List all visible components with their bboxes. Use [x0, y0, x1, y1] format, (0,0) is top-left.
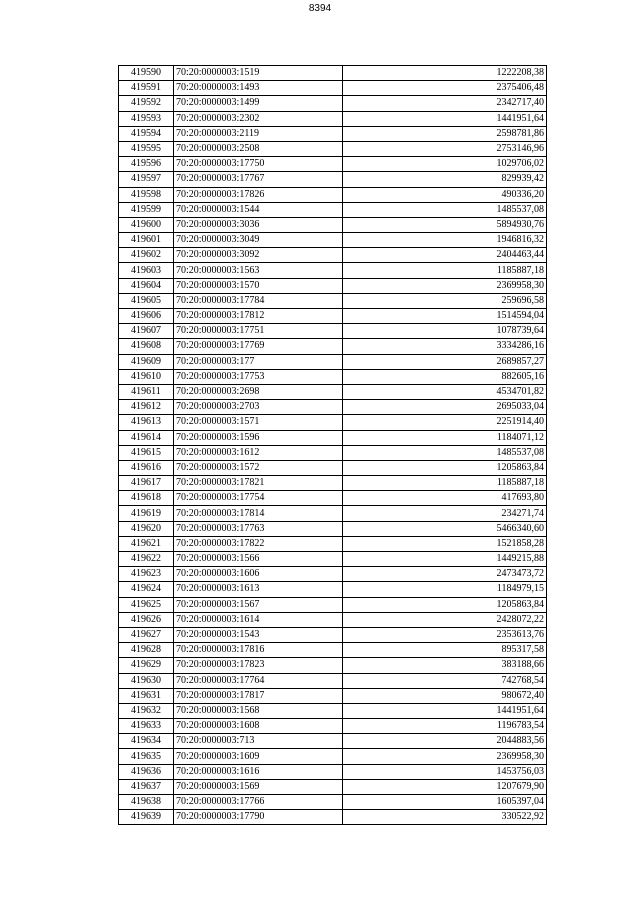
row-number-cell: 419601: [119, 233, 174, 248]
value-cell: 5894930,76: [343, 217, 547, 232]
value-cell: 490336,20: [343, 187, 547, 202]
cadastral-number-cell: 70:20:0000003:1563: [174, 263, 343, 278]
table-row: [119, 643, 547, 658]
value-cell: 3334286,16: [343, 339, 547, 354]
cadastral-number-cell: 70:20:0000003:2703: [174, 400, 343, 415]
value-cell: 1441951,64: [343, 111, 547, 126]
table-row: [119, 111, 547, 126]
table-row: [119, 673, 547, 688]
value-cell: 1222208,38: [343, 66, 547, 81]
row-number-cell: 419611: [119, 384, 174, 399]
cadastral-number-cell: 70:20:0000003:17784: [174, 293, 343, 308]
row-number-cell: 419638: [119, 795, 174, 810]
table-row: [119, 658, 547, 673]
row-number-cell: 419634: [119, 734, 174, 749]
table-row: [119, 491, 547, 506]
table-row: [119, 688, 547, 703]
row-number-cell: 419613: [119, 415, 174, 430]
value-cell: 1205863,84: [343, 597, 547, 612]
value-cell: 2353613,76: [343, 627, 547, 642]
table-row: [119, 460, 547, 475]
table-row: [119, 96, 547, 111]
table-row: [119, 703, 547, 718]
value-cell: 1184071,12: [343, 430, 547, 445]
row-number-cell: 419614: [119, 430, 174, 445]
table-row: [119, 415, 547, 430]
value-cell: 2369958,30: [343, 749, 547, 764]
row-number-cell: 419609: [119, 354, 174, 369]
table-row: [119, 536, 547, 551]
row-number-cell: 419622: [119, 552, 174, 567]
row-number-cell: 419603: [119, 263, 174, 278]
table-row: [119, 400, 547, 415]
cadastral-number-cell: 70:20:0000003:17814: [174, 506, 343, 521]
cadastral-number-cell: 70:20:0000003:1612: [174, 445, 343, 460]
cadastral-number-cell: 70:20:0000003:17767: [174, 172, 343, 187]
cadastral-number-cell: 70:20:0000003:1606: [174, 567, 343, 582]
cadastral-number-cell: 70:20:0000003:1608: [174, 719, 343, 734]
table-row: [119, 187, 547, 202]
table-row: [119, 734, 547, 749]
cadastral-number-cell: 70:20:0000003:1544: [174, 202, 343, 217]
cadastral-number-cell: 70:20:0000003:1519: [174, 66, 343, 81]
cadastral-number-cell: 70:20:0000003:2698: [174, 384, 343, 399]
value-cell: 5466340,60: [343, 521, 547, 536]
table-row: [119, 369, 547, 384]
cadastral-number-cell: 70:20:0000003:1609: [174, 749, 343, 764]
table-row: [119, 384, 547, 399]
value-cell: 417693,80: [343, 491, 547, 506]
row-number-cell: 419629: [119, 658, 174, 673]
table-row: [119, 795, 547, 810]
cadastral-number-cell: 70:20:0000003:17751: [174, 324, 343, 339]
cadastral-number-cell: 70:20:0000003:17764: [174, 673, 343, 688]
row-number-cell: 419639: [119, 810, 174, 825]
cadastral-number-cell: 70:20:0000003:17763: [174, 521, 343, 536]
row-number-cell: 419618: [119, 491, 174, 506]
value-cell: 2369958,30: [343, 278, 547, 293]
cadastral-number-cell: 70:20:0000003:3092: [174, 248, 343, 263]
cadastral-number-cell: 70:20:0000003:17753: [174, 369, 343, 384]
row-number-cell: 419600: [119, 217, 174, 232]
row-number-cell: 419620: [119, 521, 174, 536]
table-row: [119, 445, 547, 460]
value-cell: 742768,54: [343, 673, 547, 688]
row-number-cell: 419625: [119, 597, 174, 612]
cadastral-number-cell: 70:20:0000003:2302: [174, 111, 343, 126]
table-row: [119, 324, 547, 339]
row-number-cell: 419616: [119, 460, 174, 475]
table-body: [119, 66, 547, 825]
cadastral-number-cell: 70:20:0000003:1566: [174, 552, 343, 567]
value-cell: 1196783,54: [343, 719, 547, 734]
table-row: [119, 217, 547, 232]
cadastral-number-cell: 70:20:0000003:17750: [174, 157, 343, 172]
cadastral-number-cell: 70:20:0000003:1499: [174, 96, 343, 111]
row-number-cell: 419595: [119, 141, 174, 156]
row-number-cell: 419596: [119, 157, 174, 172]
cadastral-number-cell: 70:20:0000003:17816: [174, 643, 343, 658]
value-cell: 2404463,44: [343, 248, 547, 263]
value-cell: 2598781,86: [343, 126, 547, 141]
value-cell: 2044883,56: [343, 734, 547, 749]
table-row: [119, 157, 547, 172]
cadastral-number-cell: 70:20:0000003:17790: [174, 810, 343, 825]
cadastral-number-cell: 70:20:0000003:177: [174, 354, 343, 369]
cadastral-number-cell: 70:20:0000003:1571: [174, 415, 343, 430]
table-row: [119, 126, 547, 141]
value-cell: 895317,58: [343, 643, 547, 658]
value-cell: 1029706,02: [343, 157, 547, 172]
table-row: [119, 339, 547, 354]
table-row: [119, 521, 547, 536]
cadastral-number-cell: 70:20:0000003:3036: [174, 217, 343, 232]
value-cell: 1605397,04: [343, 795, 547, 810]
value-cell: 1205863,84: [343, 460, 547, 475]
row-number-cell: 419621: [119, 536, 174, 551]
table-row: [119, 233, 547, 248]
cadastral-number-cell: 70:20:0000003:1543: [174, 627, 343, 642]
row-number-cell: 419608: [119, 339, 174, 354]
cadastral-number-cell: 70:20:0000003:17769: [174, 339, 343, 354]
value-cell: 1521858,28: [343, 536, 547, 551]
row-number-cell: 419623: [119, 567, 174, 582]
row-number-cell: 419637: [119, 779, 174, 794]
table-row: [119, 354, 547, 369]
cadastral-number-cell: 70:20:0000003:1567: [174, 597, 343, 612]
row-number-cell: 419617: [119, 476, 174, 491]
cadastral-number-cell: 70:20:0000003:17822: [174, 536, 343, 551]
value-cell: 1207679,90: [343, 779, 547, 794]
value-cell: 1485537,08: [343, 445, 547, 460]
table-row: [119, 278, 547, 293]
row-number-cell: 419627: [119, 627, 174, 642]
value-cell: 1185887,18: [343, 263, 547, 278]
value-cell: 1946816,32: [343, 233, 547, 248]
table-row: [119, 719, 547, 734]
cadastral-number-cell: 70:20:0000003:17754: [174, 491, 343, 506]
value-cell: 1514594,04: [343, 309, 547, 324]
row-number-cell: 419607: [119, 324, 174, 339]
table-row: [119, 202, 547, 217]
row-number-cell: 419590: [119, 66, 174, 81]
row-number-cell: 419604: [119, 278, 174, 293]
row-number-cell: 419597: [119, 172, 174, 187]
row-number-cell: 419598: [119, 187, 174, 202]
cadastral-number-cell: 70:20:0000003:17812: [174, 309, 343, 324]
row-number-cell: 419626: [119, 612, 174, 627]
value-cell: 2695033,04: [343, 400, 547, 415]
cadastral-number-cell: 70:20:0000003:1569: [174, 779, 343, 794]
cadastral-number-cell: 70:20:0000003:1596: [174, 430, 343, 445]
cadastral-number-cell: 70:20:0000003:1613: [174, 582, 343, 597]
row-number-cell: 419636: [119, 764, 174, 779]
table-row: [119, 597, 547, 612]
row-number-cell: 419633: [119, 719, 174, 734]
value-cell: 1078739,64: [343, 324, 547, 339]
value-cell: 980672,40: [343, 688, 547, 703]
table-row: [119, 293, 547, 308]
value-cell: 1441951,64: [343, 703, 547, 718]
value-cell: 4534701,82: [343, 384, 547, 399]
table-row: [119, 309, 547, 324]
row-number-cell: 419624: [119, 582, 174, 597]
row-number-cell: 419605: [119, 293, 174, 308]
value-cell: 2428072,22: [343, 612, 547, 627]
table-row: [119, 66, 547, 81]
cadastral-number-cell: 70:20:0000003:1572: [174, 460, 343, 475]
row-number-cell: 419591: [119, 81, 174, 96]
table-row: [119, 172, 547, 187]
value-cell: 330522,92: [343, 810, 547, 825]
row-number-cell: 419630: [119, 673, 174, 688]
table-row: [119, 141, 547, 156]
table-row: [119, 567, 547, 582]
row-number-cell: 419602: [119, 248, 174, 263]
cadastral-number-cell: 70:20:0000003:1568: [174, 703, 343, 718]
value-cell: 2689857,27: [343, 354, 547, 369]
table-row: [119, 248, 547, 263]
value-cell: 1185887,18: [343, 476, 547, 491]
row-number-cell: 419619: [119, 506, 174, 521]
cadastral-number-cell: 70:20:0000003:17821: [174, 476, 343, 491]
table-row: [119, 552, 547, 567]
cadastral-number-cell: 70:20:0000003:1493: [174, 81, 343, 96]
table-row: [119, 810, 547, 825]
cadastral-number-cell: 70:20:0000003:17823: [174, 658, 343, 673]
value-cell: 234271,74: [343, 506, 547, 521]
value-cell: 2473473,72: [343, 567, 547, 582]
row-number-cell: 419610: [119, 369, 174, 384]
table-row: [119, 430, 547, 445]
row-number-cell: 419628: [119, 643, 174, 658]
value-cell: 2251914,40: [343, 415, 547, 430]
cadastral-number-cell: 70:20:0000003:713: [174, 734, 343, 749]
cadastral-number-cell: 70:20:0000003:1616: [174, 764, 343, 779]
row-number-cell: 419592: [119, 96, 174, 111]
value-cell: 2375406,48: [343, 81, 547, 96]
cadastral-number-cell: 70:20:0000003:2508: [174, 141, 343, 156]
row-number-cell: 419612: [119, 400, 174, 415]
table-row: [119, 612, 547, 627]
value-cell: 1184979,15: [343, 582, 547, 597]
table-row: [119, 506, 547, 521]
value-cell: 2342717,40: [343, 96, 547, 111]
value-cell: 2753146,96: [343, 141, 547, 156]
value-cell: 1449215,88: [343, 552, 547, 567]
value-cell: 882605,16: [343, 369, 547, 384]
row-number-cell: 419594: [119, 126, 174, 141]
cadastral-number-cell: 70:20:0000003:17817: [174, 688, 343, 703]
row-number-cell: 419635: [119, 749, 174, 764]
row-number-cell: 419593: [119, 111, 174, 126]
value-cell: 259696,58: [343, 293, 547, 308]
cadastral-number-cell: 70:20:0000003:1570: [174, 278, 343, 293]
row-number-cell: 419615: [119, 445, 174, 460]
table-row: [119, 627, 547, 642]
table-row: [119, 582, 547, 597]
table-row: [119, 476, 547, 491]
table-row: [119, 764, 547, 779]
cadastral-number-cell: 70:20:0000003:2119: [174, 126, 343, 141]
value-cell: 829939,42: [343, 172, 547, 187]
cadastral-number-cell: 70:20:0000003:17766: [174, 795, 343, 810]
cadastral-number-cell: 70:20:0000003:17826: [174, 187, 343, 202]
row-number-cell: 419632: [119, 703, 174, 718]
table-row: [119, 749, 547, 764]
table-row: [119, 81, 547, 96]
table-row: [119, 779, 547, 794]
cadastral-number-cell: 70:20:0000003:1614: [174, 612, 343, 627]
cadastral-number-cell: 70:20:0000003:3049: [174, 233, 343, 248]
value-cell: 383188,66: [343, 658, 547, 673]
row-number-cell: 419631: [119, 688, 174, 703]
page-number: 8394: [308, 3, 332, 14]
table-row: [119, 263, 547, 278]
value-cell: 1485537,08: [343, 202, 547, 217]
cadastral-table: [118, 65, 547, 825]
row-number-cell: 419599: [119, 202, 174, 217]
row-number-cell: 419606: [119, 309, 174, 324]
value-cell: 1453756,03: [343, 764, 547, 779]
